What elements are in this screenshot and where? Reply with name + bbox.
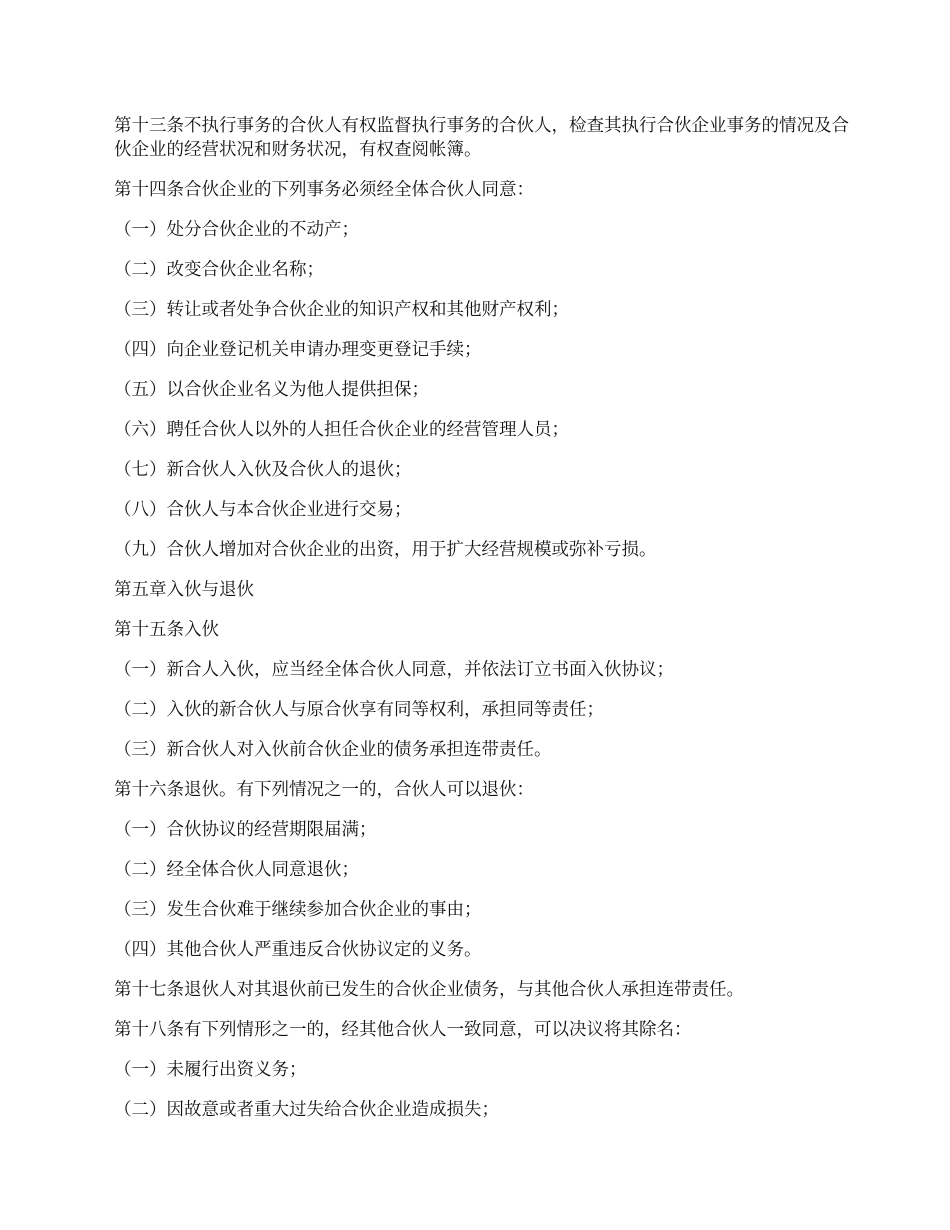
article-14-item-5: （五）以合伙企业名义为他人提供担保；: [114, 380, 429, 400]
article-16-item-2: （二）经全体合伙人同意退伙；: [114, 860, 359, 880]
article-15: 第十五条入伙: [114, 620, 219, 640]
article-14-item-4: （四）向企业登记机关申请办理变更登记手续；: [114, 340, 482, 360]
article-13: 第十三条不执行事务的合伙人有权监督执行事务的合伙人，检查其执行合伙企业事务的情况及合伙企业的经营状况和财务状况，有权查阅帐簿。: [114, 116, 849, 160]
article-16-item-3: （三）发生合伙难于继续参加合伙企业的事由；: [114, 900, 482, 920]
article-14-item-9: （九）合伙人增加对合伙企业的出资，用于扩大经营规模或弥补亏损。: [114, 540, 657, 560]
article-14-item-3: （三）转让或者处争合伙企业的知识产权和其他财产权利；: [114, 300, 569, 320]
article-18-item-2: （二）因故意或者重大过失给合伙企业造成损失；: [114, 1100, 499, 1120]
article-15-item-2: （二）入伙的新合伙人与原合伙享有同等权利，承担同等责任；: [114, 700, 604, 720]
article-14-item-6: （六）聘任合伙人以外的人担任合伙企业的经营管理人员；: [114, 420, 569, 440]
article-14-item-2: （二）改变合伙企业名称；: [114, 260, 324, 280]
chapter-5-heading: 第五章入伙与退伙: [114, 580, 254, 600]
article-16: 第十六条退伙。有下列情况之一的，合伙人可以退伙：: [114, 780, 534, 800]
article-14-item-8: （八）合伙人与本合伙企业进行交易；: [114, 500, 412, 520]
article-14-item-1: （一）处分合伙企业的不动产；: [114, 220, 359, 240]
article-16-item-4: （四）其他合伙人严重违反合伙协议定的义务。: [114, 940, 482, 960]
article-15-item-3: （三）新合伙人对入伙前合伙企业的债务承担连带责任。: [114, 740, 552, 760]
article-15-item-1: （一）新合人入伙，应当经全体合伙人同意，并依法订立书面入伙协议；: [114, 660, 674, 680]
article-17: 第十七条退伙人对其退伙前已发生的合伙企业债务，与其他合伙人承担连带责任。: [114, 980, 744, 1000]
article-14-item-7: （七）新合伙人入伙及合伙人的退伙；: [114, 460, 412, 480]
article-14: 第十四条合伙企业的下列事务必须经全体合伙人同意：: [114, 180, 534, 200]
document-body: [114, 114, 850, 1138]
article-18: 第十八条有下列情形之一的，经其他合伙人一致同意，可以决议将其除名：: [114, 1020, 692, 1040]
article-16-item-1: （一）合伙协议的经营期限届满；: [114, 820, 377, 840]
article-18-item-1: （一）未履行出资义务；: [114, 1060, 307, 1080]
